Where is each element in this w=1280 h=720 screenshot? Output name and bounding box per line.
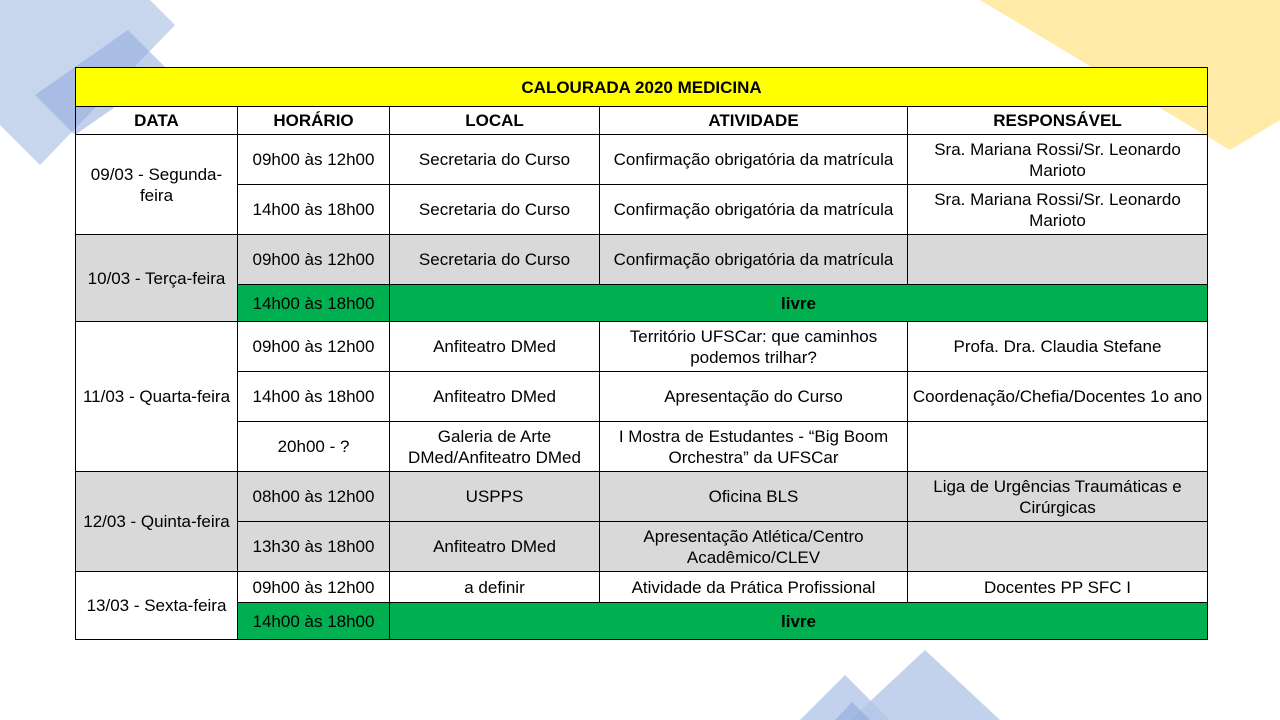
- day-date: 11/03 - Quarta-feira: [76, 322, 238, 472]
- local-cell: a definir: [390, 572, 600, 603]
- table-row: [76, 322, 1208, 372]
- activity-cell: Oficina BLS: [600, 472, 908, 522]
- table-row: [76, 235, 1208, 285]
- time-cell: 14h00 às 18h00: [238, 603, 390, 640]
- schedule-title: CALOURADA 2020 MEDICINA: [76, 68, 1208, 107]
- responsible-cell: Sra. Mariana Rossi/Sr. Leonardo Marioto: [908, 135, 1208, 185]
- time-cell: 08h00 às 12h00: [238, 472, 390, 522]
- time-cell: 14h00 às 18h00: [238, 185, 390, 235]
- activity-cell: I Mostra de Estudantes - “Big Boom Orchestra” da UFSCar: [600, 422, 908, 472]
- decor-blue-bottom: [790, 640, 1030, 720]
- table-row: [76, 422, 1208, 472]
- schedule-table: [75, 67, 1208, 640]
- table-row: [76, 372, 1208, 422]
- activity-cell: Apresentação do Curso: [600, 372, 908, 422]
- column-header-responsavel: RESPONSÁVEL: [908, 107, 1208, 135]
- day-date: 12/03 - Quinta-feira: [76, 472, 238, 572]
- local-cell: Secretaria do Curso: [390, 135, 600, 185]
- time-cell: 14h00 às 18h00: [238, 285, 390, 322]
- table-row: [76, 572, 1208, 603]
- column-header-data: DATA: [76, 107, 238, 135]
- responsible-cell: [908, 422, 1208, 472]
- local-cell: USPPS: [390, 472, 600, 522]
- responsible-cell: Coordenação/Chefia/Docentes 1o ano: [908, 372, 1208, 422]
- table-row: [76, 603, 1208, 640]
- activity-cell: Apresentação Atlética/Centro Acadêmico/CLEV: [600, 522, 908, 572]
- local-cell: Anfiteatro DMed: [390, 322, 600, 372]
- time-cell: 13h30 às 18h00: [238, 522, 390, 572]
- responsible-cell: Liga de Urgências Traumáticas e Cirúrgicas: [908, 472, 1208, 522]
- responsible-cell: Sra. Mariana Rossi/Sr. Leonardo Marioto: [908, 185, 1208, 235]
- table-row: [76, 285, 1208, 322]
- column-header-horario: HORÁRIO: [238, 107, 390, 135]
- time-cell: 09h00 às 12h00: [238, 572, 390, 603]
- local-cell: Secretaria do Curso: [390, 185, 600, 235]
- time-cell: 20h00 - ?: [238, 422, 390, 472]
- activity-cell: Confirmação obrigatória da matrícula: [600, 135, 908, 185]
- time-cell: 09h00 às 12h00: [238, 235, 390, 285]
- time-cell: 09h00 às 12h00: [238, 322, 390, 372]
- local-cell: Secretaria do Curso: [390, 235, 600, 285]
- table-row: [76, 185, 1208, 235]
- time-cell: 09h00 às 12h00: [238, 135, 390, 185]
- column-header-local: LOCAL: [390, 107, 600, 135]
- local-cell: Galeria de Arte DMed/Anfiteatro DMed: [390, 422, 600, 472]
- responsible-cell: [908, 522, 1208, 572]
- responsible-cell: Profa. Dra. Claudia Stefane: [908, 322, 1208, 372]
- responsible-cell: Docentes PP SFC I: [908, 572, 1208, 603]
- activity-cell: Confirmação obrigatória da matrícula: [600, 185, 908, 235]
- activity-cell: Território UFSCar: que caminhos podemos trilhar?: [600, 322, 908, 372]
- table-row: [76, 135, 1208, 185]
- day-date: 10/03 - Terça-feira: [76, 235, 238, 322]
- column-header-atividade: ATIVIDADE: [600, 107, 908, 135]
- table-row: [76, 522, 1208, 572]
- time-cell: 14h00 às 18h00: [238, 372, 390, 422]
- table-row: [76, 472, 1208, 522]
- day-date: 13/03 - Sexta-feira: [76, 572, 238, 640]
- local-cell: Anfiteatro DMed: [390, 522, 600, 572]
- free-slot-label: livre: [390, 603, 1208, 640]
- activity-cell: Confirmação obrigatória da matrícula: [600, 235, 908, 285]
- responsible-cell: [908, 235, 1208, 285]
- day-date: 09/03 - Segunda-feira: [76, 135, 238, 235]
- activity-cell: Atividade da Prática Profissional: [600, 572, 908, 603]
- local-cell: Anfiteatro DMed: [390, 372, 600, 422]
- free-slot-label: livre: [390, 285, 1208, 322]
